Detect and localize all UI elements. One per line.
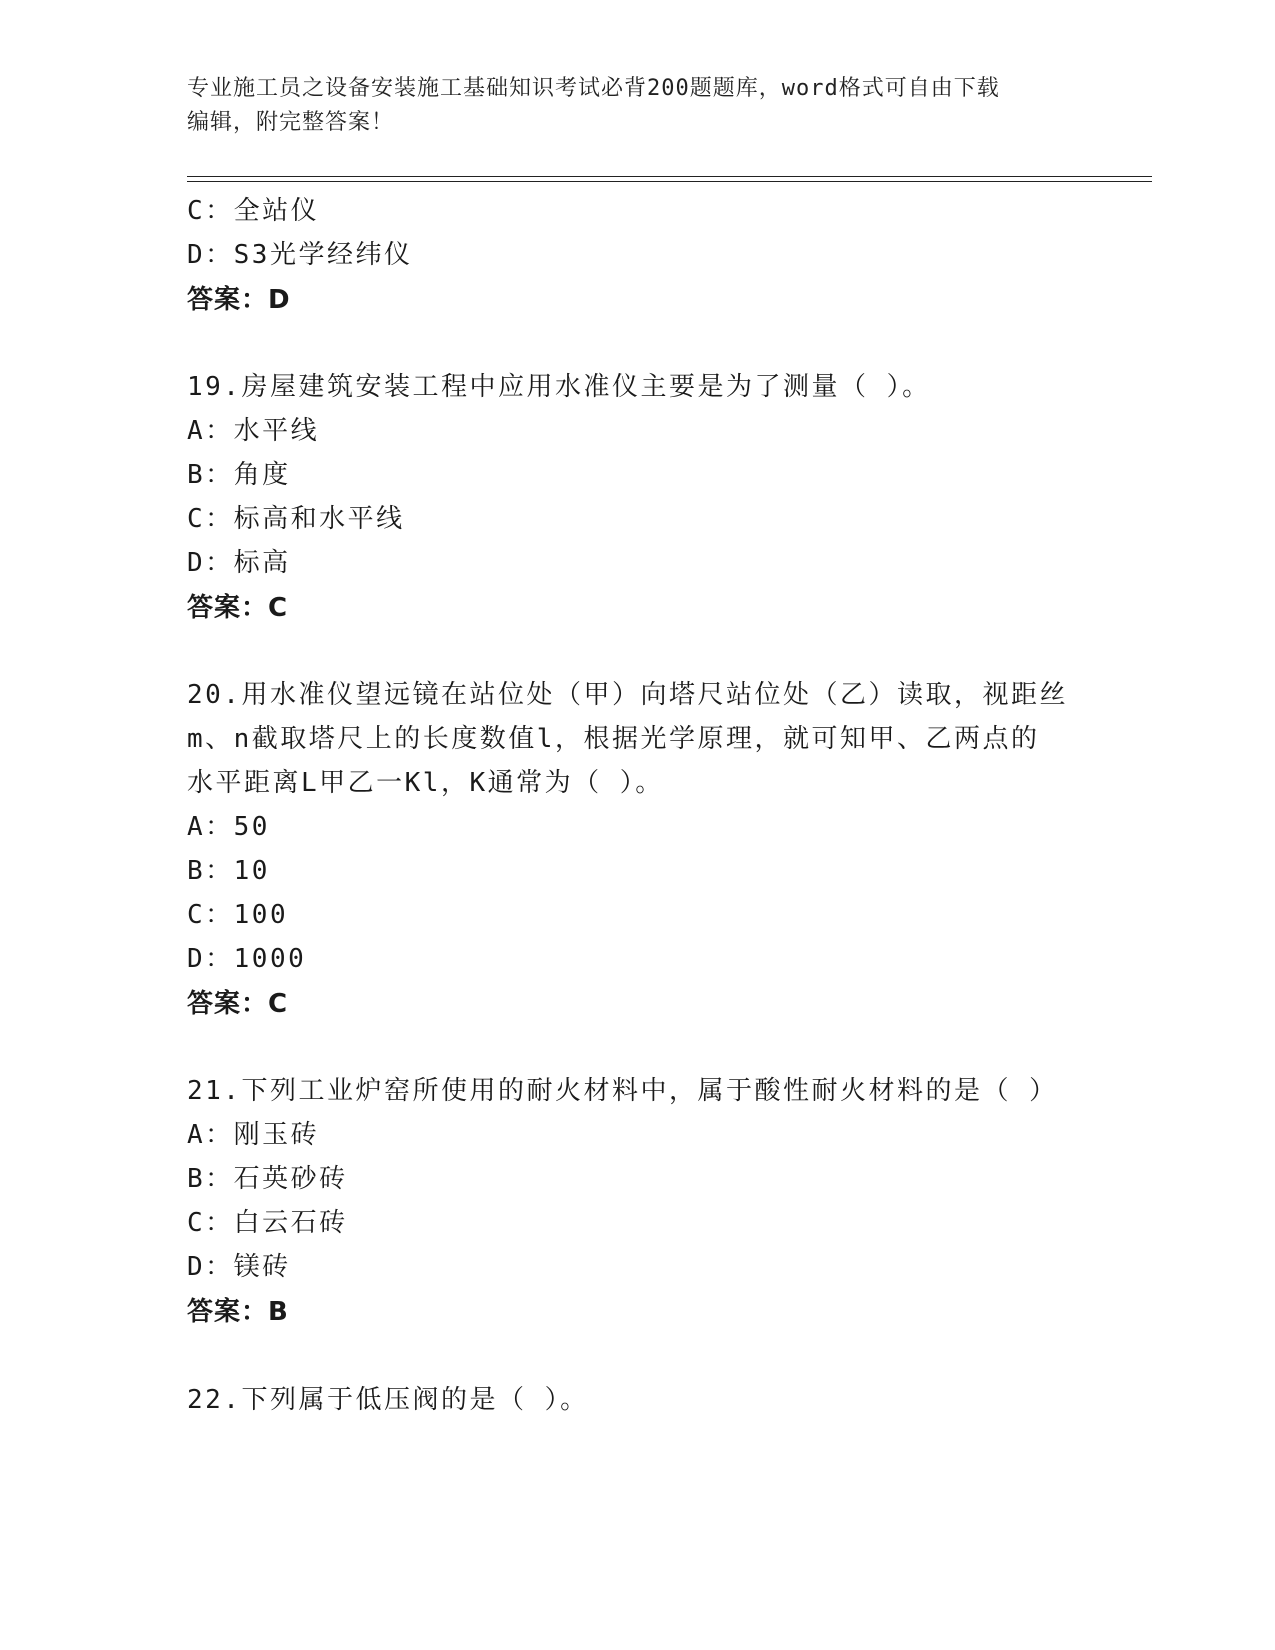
q21-option-b: B：石英砂砖 [187,1164,348,1194]
q22-question: 22.下列属于低压阀的是（ ）。 [187,1385,589,1415]
q21-question: 21.下列工业炉窑所使用的耐火材料中，属于酸性耐火材料的是（ ） [187,1076,1058,1106]
q18-option-d: D：S3光学经纬仪 [187,240,413,270]
q19-option-c: C：标高和水平线 [187,504,405,534]
q20-option-b: B：10 [187,856,270,886]
q20-option-c: C：100 [187,900,289,930]
q20-option-d: D：1000 [187,944,307,974]
q20-question-line-2: m、n截取塔尺上的长度数值l，根据光学原理，就可知甲、乙两点的 [187,724,1040,754]
q21-option-c: C：白云石砖 [187,1208,348,1238]
q20-question-line-1: 20.用水准仪望远镜在站位处（甲）向塔尺站位处（乙）读取，视距丝 [187,680,1068,710]
q19-option-b: B：角度 [187,460,291,490]
q19-answer: 答案：C [187,593,289,623]
q21-answer: 答案：B [187,1297,289,1327]
q18-answer: 答案：D [187,285,291,315]
q19-option-a: A：水平线 [187,416,320,446]
header-line-2: 编辑，附完整答案！ [187,110,395,135]
q21-option-d: D：镁砖 [187,1252,291,1282]
q20-answer: 答案：C [187,989,289,1019]
q21-option-a: A：刚玉砖 [187,1120,320,1150]
q20-option-a: A：50 [187,812,270,842]
q18-option-c: C：全站仪 [187,196,320,226]
document-header [187,72,1067,140]
header-divider-top [187,176,1152,177]
q19-question: 19.房屋建筑安装工程中应用水准仪主要是为了测量（ ）。 [187,372,931,402]
q20-question-line-3: 水平距离L甲乙一Kl，K通常为（ ）。 [187,768,664,798]
header-divider-bottom [187,181,1152,182]
q19-option-d: D：标高 [187,548,291,578]
header-line-1: 专业施工员之设备安装施工基础知识考试必背200题题库，word格式可自由下载 [187,76,1000,101]
